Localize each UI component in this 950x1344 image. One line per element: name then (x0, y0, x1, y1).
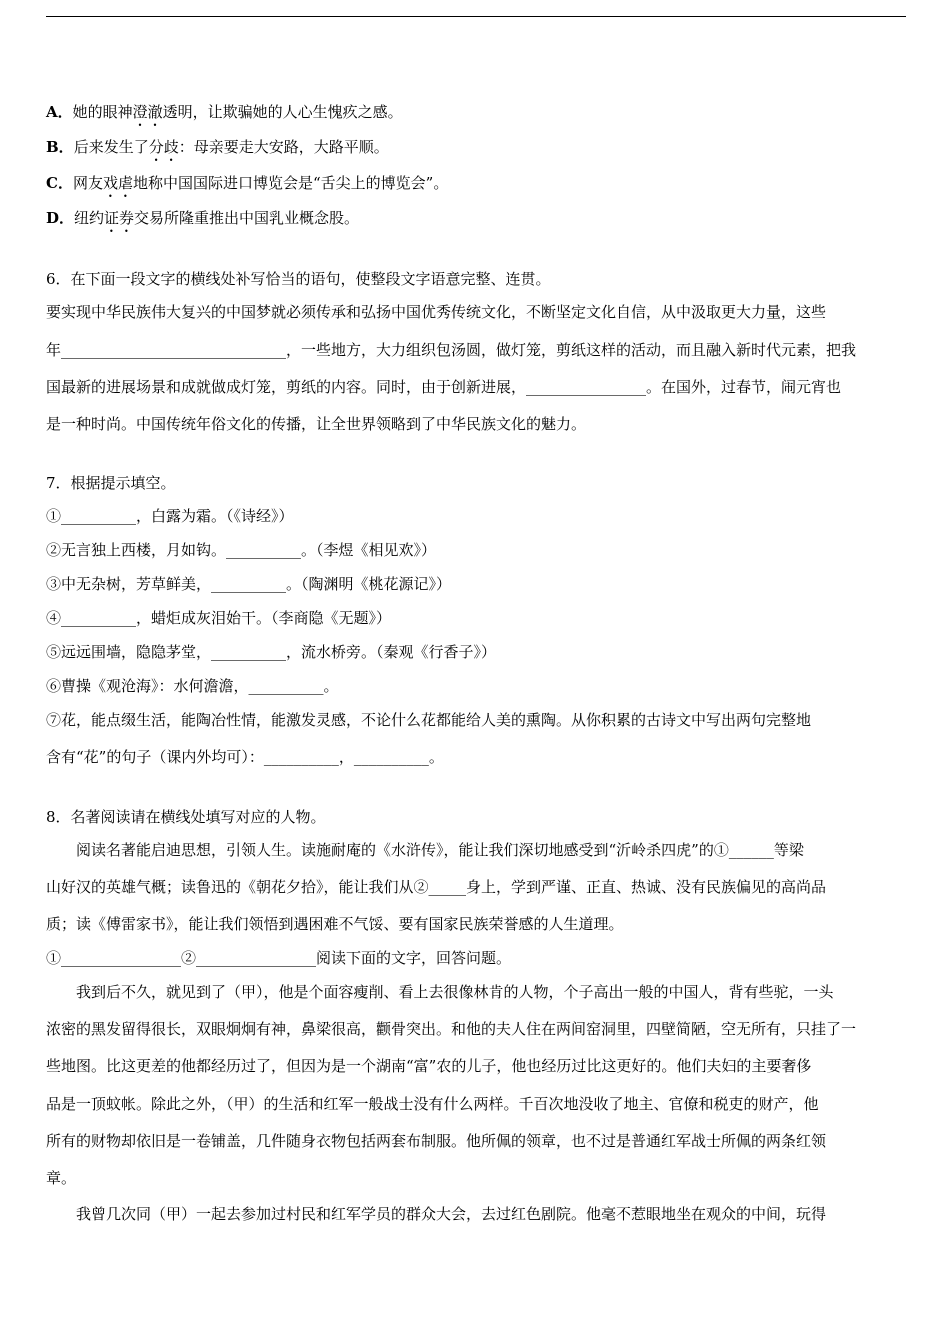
option-a: A．她的眼神澄澈透明，让欺骗她的人心生愧疚之感。 (46, 103, 403, 121)
question-8-paragraph: 阅读名著能启迪思想，引领人生。读施耐庵的《水浒传》，能让我们深切地感受到“沂岭杀四虎”的①______等梁 (76, 841, 804, 859)
question-8-title: 8．名著阅读请在横线处填写对应的人物。 (46, 808, 326, 826)
option-b: B．后来发生了分歧：母亲要走大安路，大路平顺。 (46, 138, 389, 156)
answer-line: ①________________②________________阅读下面的文字，回答问题。 (46, 949, 512, 967)
reading-passage-line: 所有的财物却依旧是一卷铺盖，几件随身衣物包括两套布制服。他所佩的领章，也不过是普通红军战士所佩的两条红领 (46, 1132, 827, 1150)
reading-passage-line: 浓密的黑发留得很长，双眼炯炯有神，鼻梁很高，颧骨突出。和他的夫人住在两间窑洞里，四壁简陋，空无所有，只挂了一 (46, 1020, 857, 1038)
reading-passage-line: 章。 (46, 1169, 77, 1187)
question-7-item: 含有“花”的句子（课内外均可）：__________，__________。 (46, 748, 444, 766)
question-7-item: ③中无杂树，芳草鲜美，__________。（陶渊明《桃花源记》） (46, 575, 452, 593)
emphasized-word: 澄澈 (132, 103, 163, 121)
question-7-item: ⑦花，能点缀生活，能陶冶性情，能激发灵感，不论什么花都能给人美的熏陶。从你积累的古诗文中写出两句完整地 (46, 711, 812, 729)
option-d: D．纽约证券交易所隆重推出中国乳业概念股。 (46, 209, 360, 227)
question-6-line: 年______________________________，一些地方，大力组织包汤圆，做灯笼，剪纸这样的活动，而且融入新时代元素，把我 (46, 341, 857, 359)
header-rule (46, 16, 906, 17)
question-6-title: 6．在下面一段文字的横线处补写恰当的语句，使整段文字语意完整、连贯。 (46, 270, 551, 288)
option-label: B． (46, 138, 74, 156)
question-7-item: ⑤远远围墙，隐隐茅堂，__________，流水桥旁。（秦观《行香子》） (46, 643, 497, 661)
question-6-line: 是一种时尚。中国传统年俗文化的传播，让全世界领略到了中华民族文化的魅力。 (46, 415, 587, 433)
question-7-item: ⑥曹操《观沧海》：水何澹澹，__________。 (46, 677, 339, 695)
question-7-item: ①__________，白露为霜。（《诗经》） (46, 507, 294, 525)
question-7-item: ④__________，蜡炬成灰泪始干。（李商隐《无题》） (46, 609, 392, 627)
reading-passage-line: 我到后不久，就见到了（甲），他是个面容瘦削、看上去很像林肯的人物，个子高出一般的中国人，背有些驼，一头 (76, 983, 834, 1001)
question-7-item: ②无言独上西楼，月如钩。__________。（李煜《相见欢》） (46, 541, 437, 559)
emphasized-word: 证券 (104, 209, 135, 227)
reading-passage-line: 些地图。比这更差的他都经历过了，但因为是一个湖南“富”农的儿子，他也经历过比这更好的。他们夫妇的主要奢侈 (46, 1057, 812, 1075)
emphasized-word: 分歧 (148, 138, 179, 156)
question-6-line: 国最新的进展场景和成就做成灯笼，剪纸的内容。同时，由于创新进展，________________。在国外，过春节，闹元宵也 (46, 378, 842, 396)
reading-passage-line: 品是一顶蚊帐。除此之外，（甲）的生活和红军一般战士没有什么两样。千百次地没收了地主、官僚和税吏的财产，他 (46, 1095, 819, 1113)
option-label: A． (46, 103, 73, 121)
question-6-line: 要实现中华民族伟大复兴的中国梦就必须传承和弘扬中国优秀传统文化，不断坚定文化自信，从中汲取更大力量，这些 (46, 303, 827, 321)
option-label: D． (46, 209, 75, 227)
reading-passage-line: 我曾几次同（甲）一起去参加过村民和红军学员的群众大会，去过红色剧院。他毫不惹眼地坐在观众的中间，玩得 (76, 1205, 827, 1223)
option-label: C． (46, 174, 73, 192)
emphasized-word: 戏虐 (102, 174, 133, 192)
question-7-title: 7．根据提示填空。 (46, 474, 176, 492)
question-8-paragraph: 质；读《傅雷家书》，能让我们领悟到遇困难不气馁、要有国家民族荣誉感的人生道理。 (46, 915, 624, 933)
question-8-paragraph: 山好汉的英雄气概；读鲁迅的《朝花夕拾》，能让我们从②_____身上，学到严谨、正直、热诚、没有民族偏见的高尚品 (46, 878, 827, 896)
option-c: C．网友戏虐地称中国国际进口博览会是“舌尖上的博览会”。 (46, 174, 449, 192)
